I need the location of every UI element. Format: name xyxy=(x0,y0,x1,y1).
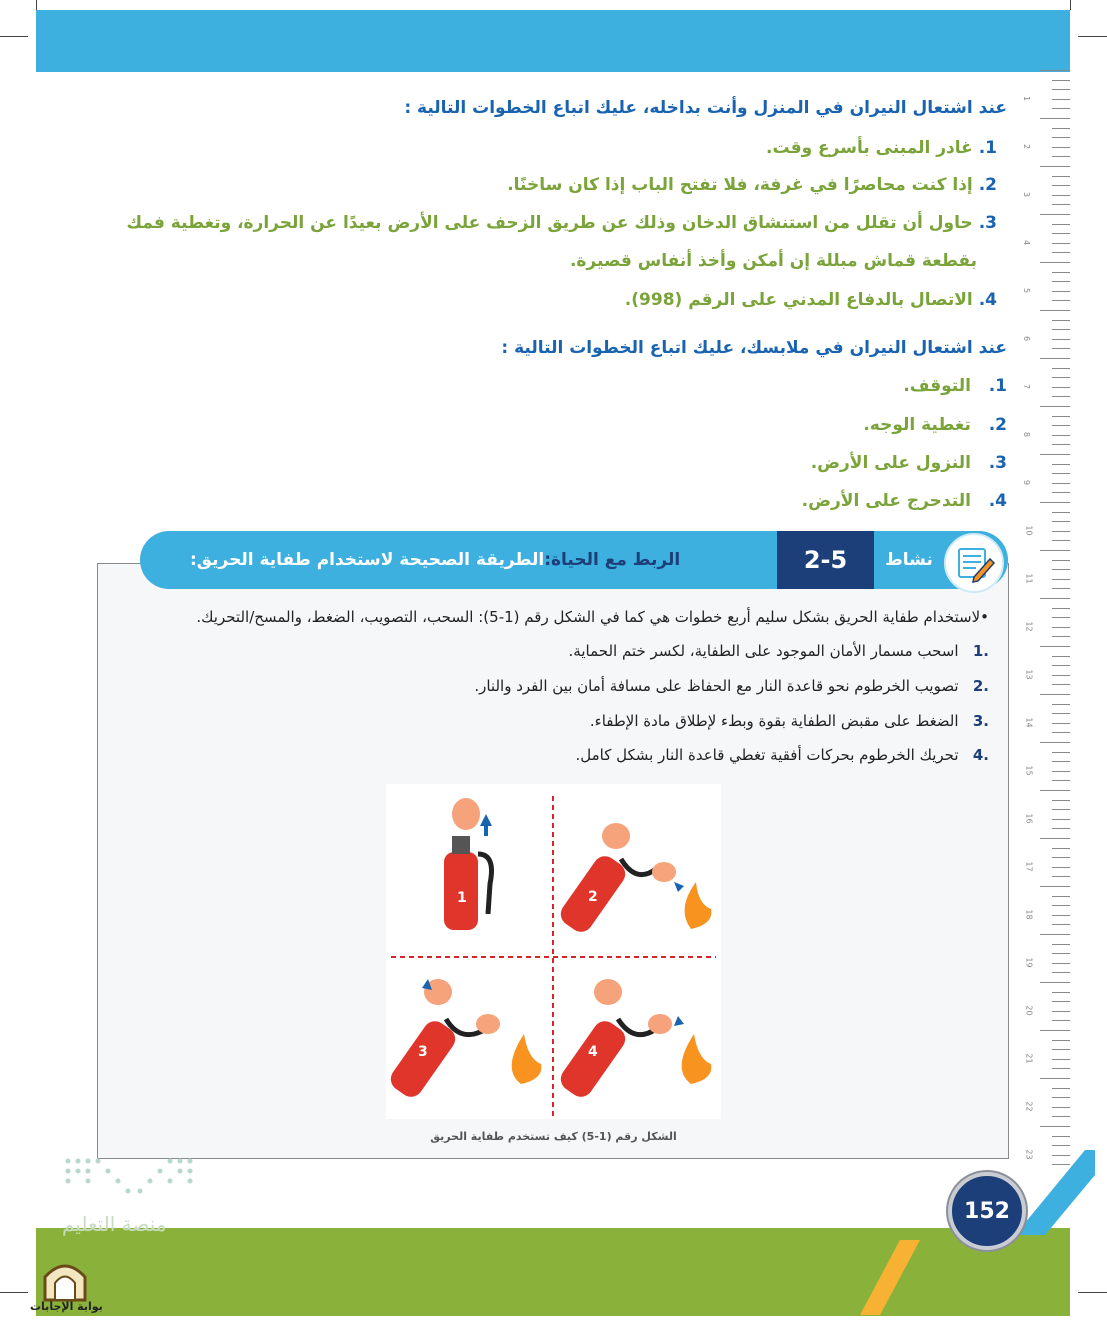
step-text: تحريك الخرطوم بحركات أفقية تغطي قاعدة النار بشكل كامل. xyxy=(575,746,959,764)
section1-heading: عند اشتعال النيران في المنزل وأنت بداخله، عليك اتباع الخطوات التالية : xyxy=(404,98,1007,118)
ruler-tick xyxy=(1052,1020,1070,1021)
activity-step xyxy=(569,642,989,660)
step-number: .2 xyxy=(972,677,989,695)
ruler-tick xyxy=(1052,464,1070,465)
ruler-tick xyxy=(1052,819,1070,820)
ruler-tick xyxy=(1040,790,1070,791)
ruler-tick xyxy=(1040,214,1070,215)
ruler-tick xyxy=(1052,195,1070,196)
ruler-tick xyxy=(1052,492,1070,493)
ruler-tick xyxy=(1052,1107,1070,1108)
item-number: 4. xyxy=(988,491,1007,511)
ruler-tick xyxy=(1040,982,1070,983)
activity-title-highlight: الربط مع الحياة: xyxy=(544,550,681,570)
ruler-tick xyxy=(1052,656,1070,657)
ruler-tick xyxy=(1052,617,1070,618)
item-number: 3. xyxy=(988,453,1007,473)
ruler-tick xyxy=(1052,876,1070,877)
ruler-tick xyxy=(1052,204,1070,205)
section2-heading: عند اشتعال النيران في ملابسك، عليك اتباع الخطوات التالية : xyxy=(501,338,1007,358)
step-text: تصويب الخرطوم نحو قاعدة النار مع الحفاظ على مسافة أمان بين الفرد والنار. xyxy=(474,677,959,695)
activity-title-rest: الطريقة الصحيحة لاستخدام طفاية الحريق: xyxy=(190,550,545,570)
panel-sweep xyxy=(556,979,711,1102)
ruler-tick xyxy=(1052,128,1070,129)
ruler-label: 2 xyxy=(1022,143,1032,150)
item-number: 3. xyxy=(978,213,997,233)
step-text: اسحب مسمار الأمان الموجود على الطفاية، لكسر ختم الحماية. xyxy=(568,642,959,660)
ruler-tick xyxy=(1040,406,1070,407)
ruler-tick xyxy=(1052,1145,1070,1146)
ruler-tick xyxy=(1040,310,1070,311)
ruler-label: 6 xyxy=(1022,335,1032,342)
item-text: التوقف. xyxy=(903,376,971,396)
ruler-tick xyxy=(1040,118,1070,119)
ruler-label: 21 xyxy=(1024,1053,1034,1064)
ruler-tick xyxy=(1052,1068,1070,1069)
ruler-label: 23 xyxy=(1024,1149,1034,1160)
activity-number: 2-5 xyxy=(777,531,874,589)
ruler-tick xyxy=(1052,348,1070,349)
crop-mark xyxy=(1070,0,1071,10)
ruler-label: 5 xyxy=(1022,287,1032,294)
ruler-tick xyxy=(1052,108,1070,109)
section1-item xyxy=(507,175,997,195)
ruler-tick xyxy=(1052,473,1070,474)
item-text: الاتصال بالدفاع المدني على الرقم (998). xyxy=(624,290,973,310)
section2-item xyxy=(802,491,1007,511)
ruler-tick xyxy=(1040,262,1070,263)
ruler-tick xyxy=(1040,934,1070,935)
ruler-tick xyxy=(1052,896,1070,897)
ruler-label: 7 xyxy=(1022,383,1032,390)
dots-logo-icon xyxy=(60,1155,200,1205)
ruler-tick xyxy=(1052,156,1070,157)
ruler-label: 19 xyxy=(1024,957,1034,968)
section1-item xyxy=(766,138,997,158)
ruler-tick xyxy=(1040,886,1070,887)
site-logo-icon xyxy=(30,1255,100,1325)
section1-item-continued xyxy=(570,251,977,271)
ruler-tick xyxy=(1052,435,1070,436)
ruler-tick xyxy=(1052,723,1070,724)
ruler-label: 20 xyxy=(1024,1005,1034,1016)
step-number: .4 xyxy=(972,746,989,764)
section2-item xyxy=(811,453,1007,473)
item-text: التدحرج على الأرض. xyxy=(801,491,971,511)
ruler-label: 22 xyxy=(1024,1101,1034,1112)
item-text: بقطعة قماش مبللة إن أمكن وأخذ أنفاس قصيرة. xyxy=(569,251,977,271)
ruler-tick xyxy=(1052,387,1070,388)
ruler-tick xyxy=(1052,992,1070,993)
ruler-tick xyxy=(1052,339,1070,340)
side-ruler xyxy=(1022,70,1070,1170)
activity-step xyxy=(576,746,989,764)
ruler-tick xyxy=(1052,608,1070,609)
ruler-tick xyxy=(1052,320,1070,321)
extinguisher-figure xyxy=(386,784,721,1119)
ruler-tick xyxy=(1052,569,1070,570)
section2-item xyxy=(903,376,1007,396)
activity-title xyxy=(190,531,770,589)
ruler-tick xyxy=(1052,281,1070,282)
ruler-tick xyxy=(1052,300,1070,301)
ruler-tick xyxy=(1052,176,1070,177)
ruler-tick xyxy=(1052,905,1070,906)
ruler-tick xyxy=(1040,646,1070,647)
ruler-tick xyxy=(1040,598,1070,599)
ruler-tick xyxy=(1052,396,1070,397)
ruler-label: 9 xyxy=(1022,479,1032,486)
platform-logo-text: منصة التعليم xyxy=(62,1212,167,1236)
panel-aim xyxy=(556,823,711,937)
item-number: 2. xyxy=(978,175,997,195)
ruler-tick xyxy=(1052,291,1070,292)
ruler-tick xyxy=(1052,272,1070,273)
section1-item xyxy=(127,213,997,233)
activity-intro: •لاستخدام طفاية الحريق بشكل سليم أربع خطوات هي كما في الشكل رقم (1-5): السحب، التصويب، الضغط، والمسح/التحريك. xyxy=(196,608,989,626)
site-name: بوابة الإجابات xyxy=(30,1300,103,1313)
ruler-label: 17 xyxy=(1024,861,1034,872)
ruler-tick xyxy=(1052,665,1070,666)
item-text: النزول على الأرض. xyxy=(810,453,971,473)
ruler-tick xyxy=(1052,809,1070,810)
step-number: .1 xyxy=(972,642,989,660)
item-text: حاول أن تقلل من استنشاق الدخان وذلك عن طريق الزحف على الأرض بعيدًا عن الحرارة، وتغطية فمك xyxy=(126,213,973,233)
ruler-label: 13 xyxy=(1024,669,1034,680)
ruler-tick xyxy=(1052,1136,1070,1137)
notebook-pencil-icon xyxy=(944,533,1004,593)
ruler-tick xyxy=(1052,579,1070,580)
ruler-tick xyxy=(1052,233,1070,234)
section1-item xyxy=(625,290,997,310)
step-text: الضغط على مقبض الطفاية بقوة وبطء لإطلاق مادة الإطفاء. xyxy=(589,712,959,730)
ruler-label: 11 xyxy=(1024,573,1034,584)
ruler-tick xyxy=(1052,531,1070,532)
ruler-label: 16 xyxy=(1024,813,1034,824)
ruler-tick xyxy=(1040,1078,1070,1079)
ruler-tick xyxy=(1052,80,1070,81)
ruler-tick xyxy=(1052,675,1070,676)
ruler-label: 10 xyxy=(1024,525,1034,536)
ruler-tick xyxy=(1052,944,1070,945)
ruler-tick xyxy=(1040,166,1070,167)
ruler-tick xyxy=(1052,483,1070,484)
ruler-tick xyxy=(1052,1088,1070,1089)
ruler-tick xyxy=(1040,70,1070,71)
ruler-tick xyxy=(1040,502,1070,503)
ruler-tick xyxy=(1052,252,1070,253)
activity-label: نشاط xyxy=(885,550,933,570)
panel-number: 1 xyxy=(457,890,467,906)
panel-number: 2 xyxy=(588,889,598,905)
ruler-tick xyxy=(1052,444,1070,445)
ruler-tick xyxy=(1052,329,1070,330)
ruler-tick xyxy=(1052,915,1070,916)
ruler-label: 12 xyxy=(1024,621,1034,632)
ruler-label: 8 xyxy=(1022,431,1032,438)
ruler-tick xyxy=(1052,867,1070,868)
ruler-tick xyxy=(1052,560,1070,561)
page-number: 152 xyxy=(948,1172,1026,1250)
item-number: 2. xyxy=(988,415,1007,435)
item-number: 1. xyxy=(988,376,1007,396)
crop-mark xyxy=(0,36,28,37)
ruler-tick xyxy=(1052,752,1070,753)
panel-squeeze xyxy=(386,979,541,1102)
ruler-tick xyxy=(1052,771,1070,772)
ruler-tick xyxy=(1052,857,1070,858)
ruler-tick xyxy=(1052,924,1070,925)
ruler-tick xyxy=(1052,243,1070,244)
ruler-tick xyxy=(1052,425,1070,426)
ruler-tick xyxy=(1052,540,1070,541)
ruler-tick xyxy=(1052,521,1070,522)
ruler-tick xyxy=(1052,963,1070,964)
ruler-tick xyxy=(1052,512,1070,513)
ruler-tick xyxy=(1052,416,1070,417)
ruler-tick xyxy=(1040,694,1070,695)
ruler-tick xyxy=(1052,684,1070,685)
figure-caption: الشكل رقم (1-5) كيف تستخدم طفاية الحريق xyxy=(430,1130,677,1143)
ruler-tick xyxy=(1040,1126,1070,1127)
ruler-tick xyxy=(1052,137,1070,138)
ruler-tick xyxy=(1052,185,1070,186)
ruler-tick xyxy=(1040,550,1070,551)
panel-number: 3 xyxy=(418,1044,428,1060)
ruler-label: 4 xyxy=(1022,239,1032,246)
crop-mark xyxy=(0,1292,28,1293)
crop-mark xyxy=(1078,36,1107,37)
section2-item xyxy=(863,415,1007,435)
panel-number: 4 xyxy=(588,1044,598,1060)
ruler-tick xyxy=(1052,1097,1070,1098)
activity-step xyxy=(590,712,989,730)
ruler-tick xyxy=(1052,848,1070,849)
ruler-tick xyxy=(1052,89,1070,90)
ruler-tick xyxy=(1052,368,1070,369)
ruler-tick xyxy=(1052,713,1070,714)
item-number: 4. xyxy=(978,290,997,310)
ruler-label: 14 xyxy=(1024,717,1034,728)
ruler-tick xyxy=(1052,99,1070,100)
ruler-tick xyxy=(1052,704,1070,705)
ruler-label: 15 xyxy=(1024,765,1034,776)
ruler-tick xyxy=(1052,800,1070,801)
ruler-tick xyxy=(1052,224,1070,225)
ruler-tick xyxy=(1052,636,1070,637)
ruler-label: 18 xyxy=(1024,909,1034,920)
panel-pull-pin xyxy=(444,798,492,930)
item-text: غادر المبنى بأسرع وقت. xyxy=(765,138,973,158)
crop-mark xyxy=(36,0,37,10)
ruler-tick xyxy=(1052,953,1070,954)
item-text: تغطية الوجه. xyxy=(863,415,971,435)
ruler-tick xyxy=(1040,742,1070,743)
ruler-tick xyxy=(1052,972,1070,973)
ruler-tick xyxy=(1052,780,1070,781)
ruler-tick xyxy=(1052,732,1070,733)
ruler-label: 3 xyxy=(1022,191,1032,198)
ruler-tick xyxy=(1052,377,1070,378)
ruler-tick xyxy=(1052,1040,1070,1041)
ruler-tick xyxy=(1052,828,1070,829)
activity-step xyxy=(474,677,989,695)
ruler-tick xyxy=(1040,838,1070,839)
item-number: 1. xyxy=(978,138,997,158)
ruler-tick xyxy=(1040,1030,1070,1031)
ruler-tick xyxy=(1052,761,1070,762)
top-banner xyxy=(36,10,1070,72)
ruler-label: 1 xyxy=(1022,95,1032,102)
ruler-tick xyxy=(1052,1001,1070,1002)
ruler-tick xyxy=(1052,1059,1070,1060)
ruler-tick xyxy=(1040,358,1070,359)
ruler-tick xyxy=(1052,1011,1070,1012)
ruler-tick xyxy=(1052,588,1070,589)
ruler-tick xyxy=(1052,1116,1070,1117)
ruler-tick xyxy=(1040,454,1070,455)
step-number: .3 xyxy=(972,712,989,730)
ruler-tick xyxy=(1052,1049,1070,1050)
ruler-tick xyxy=(1052,627,1070,628)
ruler-tick xyxy=(1052,147,1070,148)
item-text: إذا كنت محاصرًا في غرفة، فلا تفتح الباب إذا كان ساخنًا. xyxy=(507,175,973,195)
